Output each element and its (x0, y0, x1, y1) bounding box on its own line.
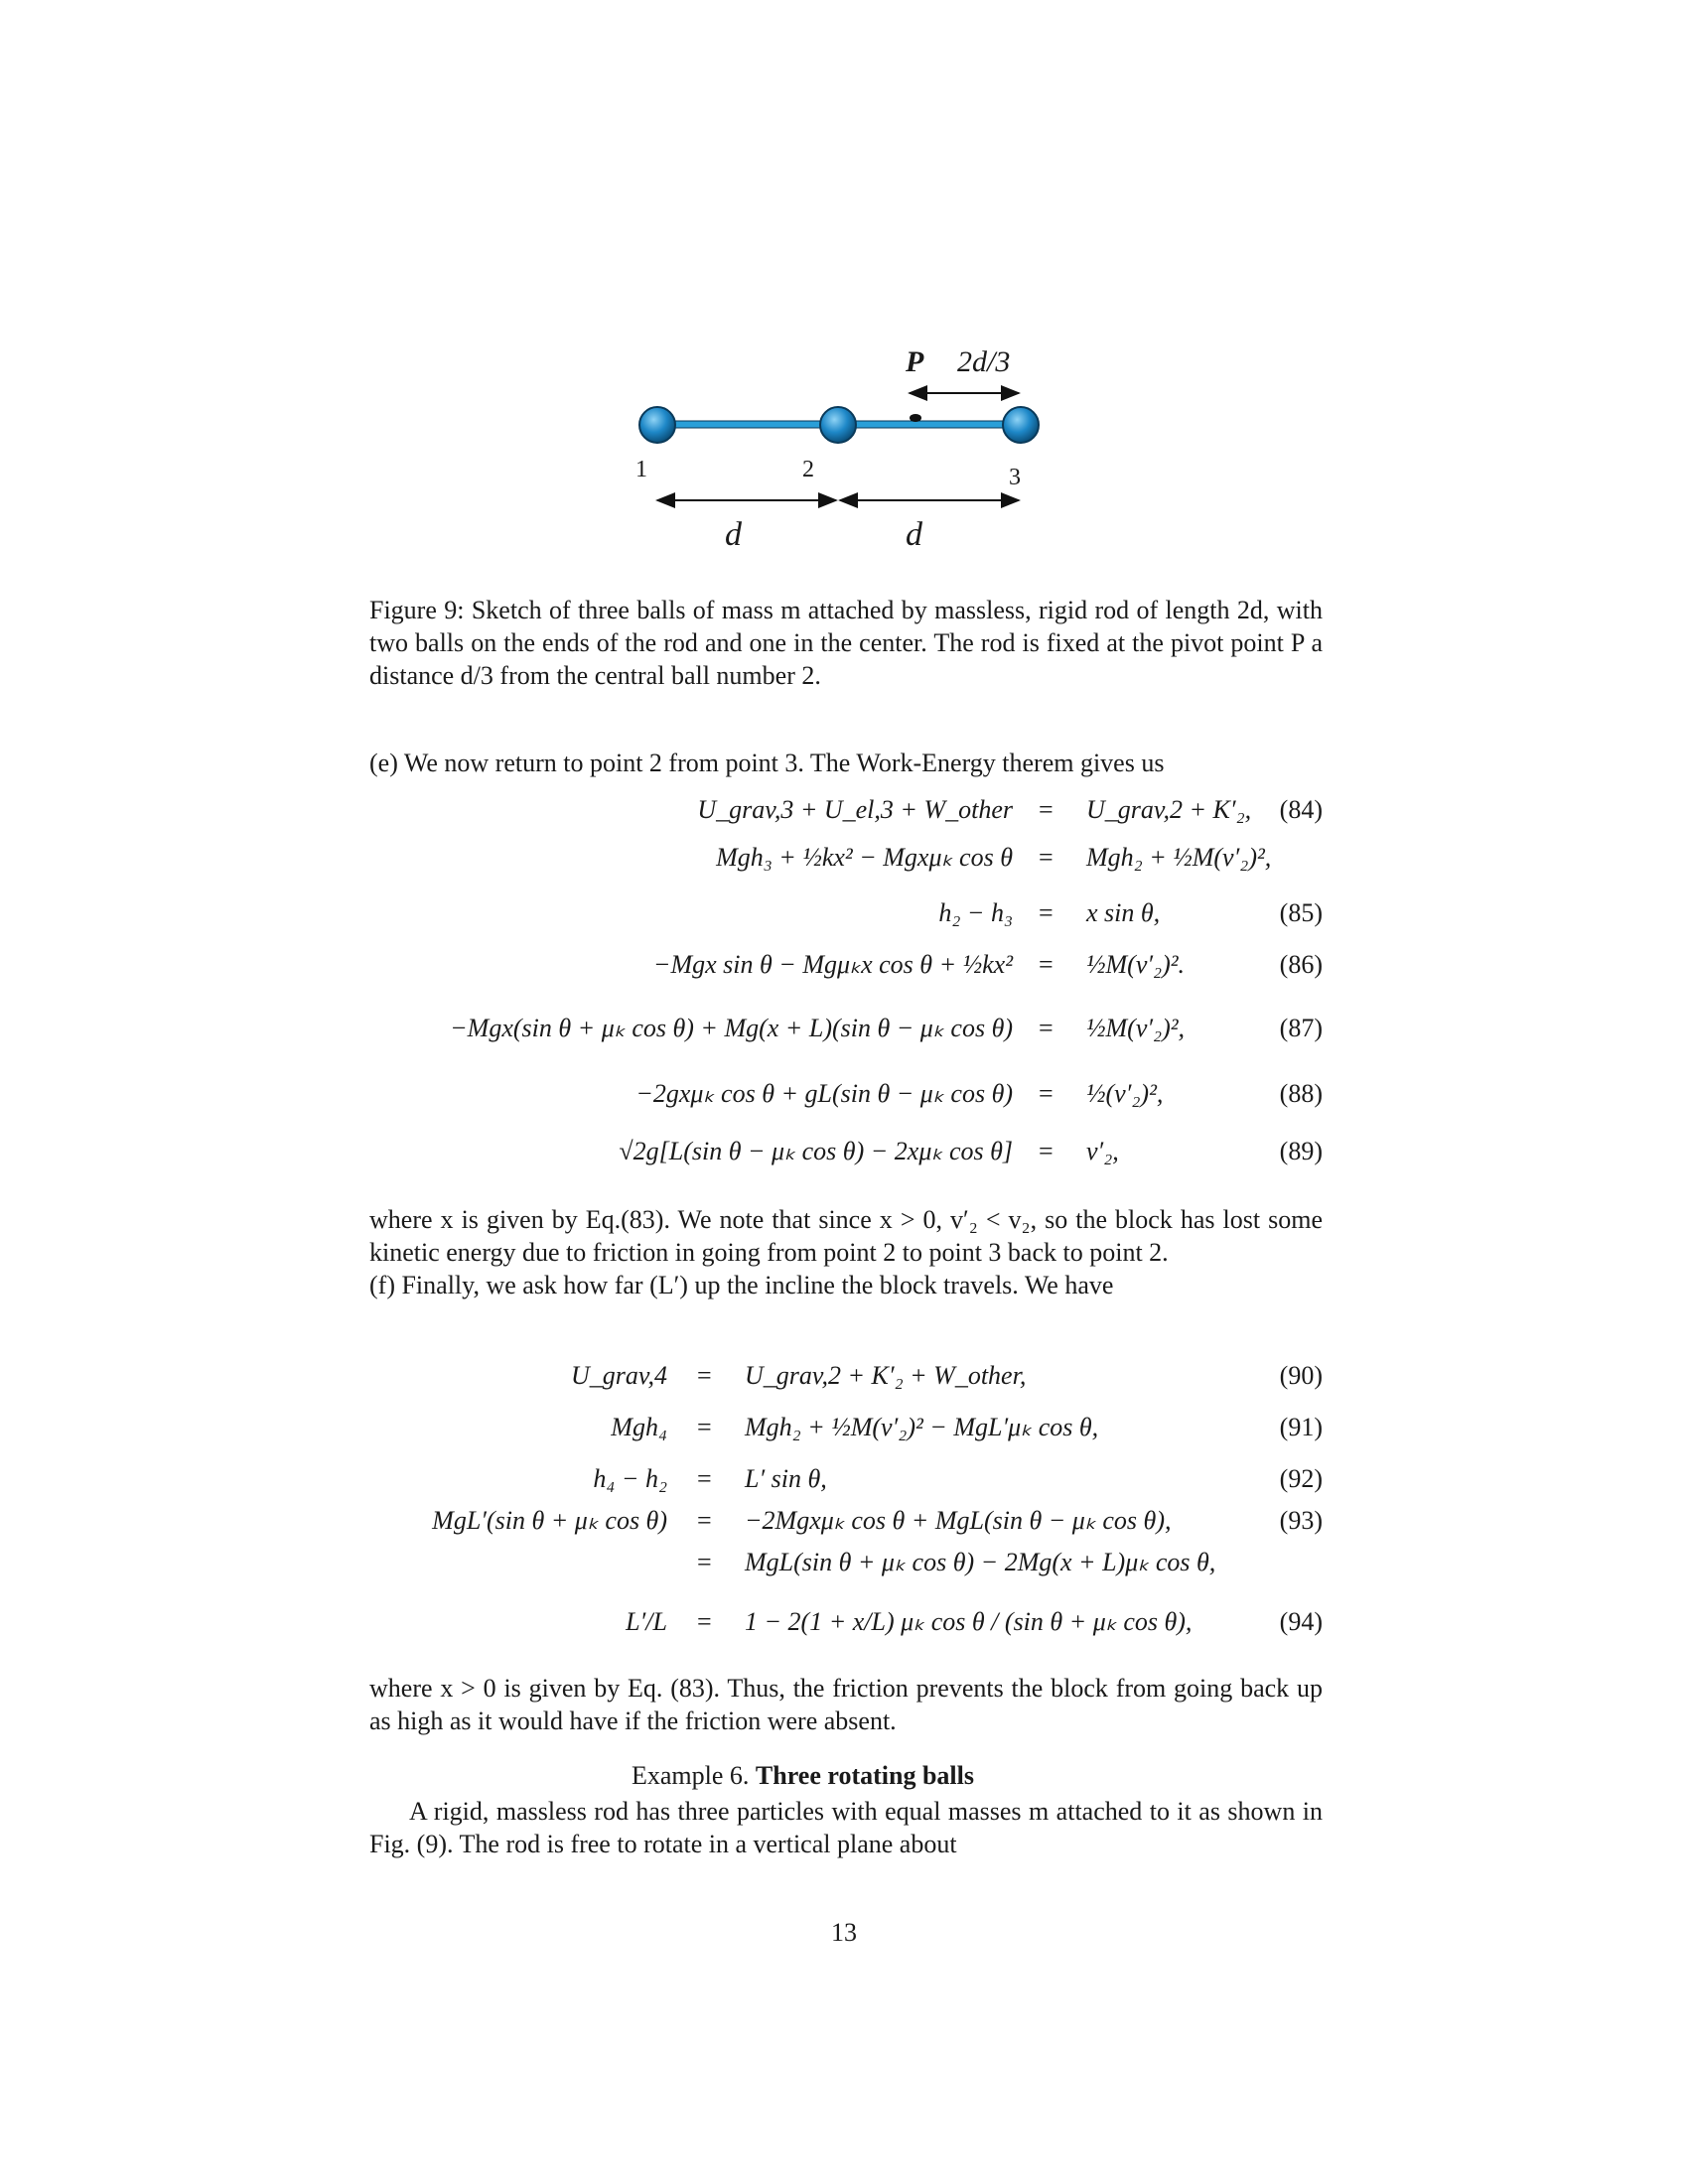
equation-block-2 (0, 1360, 1688, 1658)
eq88-number: (88) (1279, 1079, 1323, 1108)
eq93-number: (93) (1279, 1506, 1323, 1535)
ball-1 (639, 407, 675, 443)
equation-86 (0, 949, 1688, 989)
eq89-lhs: √2g[L(sin θ − μₖ cos θ) − 2xμₖ cos θ] (619, 1137, 1013, 1165)
eq90-equals: = (697, 1361, 712, 1390)
example-text: A rigid, massless rod has three particles with equal masses m attached to it as shown in Fig. (9). The rod is free to rotate in a vertical plane about (369, 1797, 1323, 1858)
label-ball-2: 2 (802, 457, 814, 482)
eq88-lhs: −2gxμₖ cos θ + gL(sin θ − μₖ cos θ) (635, 1079, 1013, 1108)
example-paragraph (369, 1795, 1323, 1860)
eq92-number: (92) (1279, 1464, 1323, 1493)
eq85-rhs: x sin θ, (1086, 898, 1161, 927)
equation-93b (0, 1547, 1688, 1586)
equation-93 (0, 1505, 1688, 1545)
eq94-rhs: 1 − 2(1 + x/L) μₖ cos θ / (sin θ + μₖ cos θ), (745, 1607, 1193, 1636)
equation-89 (0, 1136, 1688, 1175)
eq93-rhs: −2Mgxμₖ cos θ + MgL(sin θ − μₖ cos θ), (745, 1506, 1172, 1535)
eq93-lhs: MgL′(sin θ + μₖ cos θ) (432, 1506, 667, 1535)
label-ball-1: 1 (635, 457, 647, 482)
equation-91 (0, 1412, 1688, 1451)
equation-90 (0, 1360, 1688, 1400)
equation-85 (0, 897, 1688, 937)
eq84-equals: = (1039, 795, 1054, 824)
page-number: 13 (831, 1918, 857, 1947)
eq87-rhs: ½M(v′₂)², (1086, 1014, 1186, 1042)
eq88-rhs: ½(v′₂)², (1086, 1079, 1164, 1108)
equation-84b (0, 842, 1688, 882)
eq94-equals: = (697, 1607, 712, 1636)
eq84-rhs: U_grav,2 + K′₂, (1086, 795, 1252, 824)
part-e-intro-text: (e) We now return to point 2 from point 3. The Work-Energy therem gives us (369, 749, 1165, 777)
eq88-equals: = (1039, 1079, 1054, 1108)
eq94-number: (94) (1279, 1607, 1323, 1636)
part-e-intro (369, 747, 1323, 779)
figure-9 (596, 338, 1072, 576)
eq91-number: (91) (1279, 1413, 1323, 1441)
figure-caption (369, 594, 1323, 692)
eq84b-equals: = (1039, 843, 1054, 872)
example-title: Three rotating balls (755, 1761, 974, 1790)
eq93-equals: = (697, 1506, 712, 1535)
label-2d3: 2d/3 (957, 345, 1011, 378)
after-f-text: where x > 0 is given by Eq. (83). Thus, the friction prevents the block from going back up as high as it would have if the friction were absent. (369, 1674, 1323, 1735)
eq91-rhs: Mgh₂ + ½M(v′₂)² − MgL′μₖ cos θ, (745, 1413, 1099, 1441)
eq92-equals: = (697, 1464, 712, 1493)
eq85-equals: = (1039, 898, 1054, 927)
eq90-number: (90) (1279, 1361, 1323, 1390)
ball-3 (1003, 407, 1039, 443)
ball-2 (820, 407, 856, 443)
equation-88 (0, 1078, 1688, 1118)
example-heading (632, 1761, 974, 1791)
part-f-intro-text: (f) Finally, we ask how far (L′) up the incline the block travels. We have (369, 1271, 1114, 1299)
equation-block-1 (0, 794, 1688, 1191)
eq94-lhs: L′/L (626, 1607, 667, 1636)
eq86-number: (86) (1279, 950, 1323, 979)
eq87-number: (87) (1279, 1014, 1323, 1042)
eq84b-lhs: Mgh₃ + ½kx² − Mgxμₖ cos θ (716, 843, 1013, 872)
eq87-equals: = (1039, 1014, 1054, 1042)
eq92-lhs: h₄ − h₂ (593, 1464, 667, 1493)
equation-84 (0, 794, 1688, 834)
eq90-rhs: U_grav,2 + K′₂ + W_other, (745, 1361, 1027, 1390)
pivot-point (910, 414, 921, 422)
equation-87 (0, 1013, 1688, 1052)
eq85-number: (85) (1279, 898, 1323, 927)
eq85-lhs: h₂ − h₃ (938, 898, 1013, 927)
eq92-rhs: L′ sin θ, (745, 1464, 827, 1493)
label-d-left: d (725, 516, 742, 553)
eq86-rhs: ½M(v′₂)². (1086, 950, 1186, 979)
after-e-text: where x is given by Eq.(83). We note that since x > 0, v′₂ < v₂, so the block has lost some kinetic energy due to friction in going from point 2 to point 3 back to point 2. (369, 1205, 1323, 1267)
eq93b-rhs: MgL(sin θ + μₖ cos θ) − 2Mg(x + L)μₖ cos θ, (745, 1548, 1216, 1576)
equation-92 (0, 1463, 1688, 1503)
eq87-lhs: −Mgx(sin θ + μₖ cos θ) + Mg(x + L)(sin θ − μₖ cos θ) (450, 1014, 1013, 1042)
eq84-lhs: U_grav,3 + U_el,3 + W_other (697, 795, 1013, 824)
eq86-equals: = (1039, 950, 1054, 979)
eq89-rhs: v′₂, (1086, 1137, 1119, 1165)
example-label: Example 6. (632, 1761, 750, 1790)
eq93b-equals: = (697, 1548, 712, 1576)
eq91-lhs: Mgh₄ (611, 1413, 667, 1441)
label-d-right: d (906, 516, 922, 553)
paragraph-after-e (369, 1203, 1323, 1301)
eq84-number: (84) (1279, 795, 1323, 824)
eq89-equals: = (1039, 1137, 1054, 1165)
caption-text: Figure 9: Sketch of three balls of mass m attached by massless, rigid rod of length 2d, with two balls on the ends of the rod and one in the center. The rod is fixed at the pivot point P a distance d/3 from the central ball number 2. (369, 596, 1323, 690)
label-ball-3: 3 (1009, 465, 1021, 490)
eq86-lhs: −Mgx sin θ − Mgμₖx cos θ + ½kx² (652, 950, 1013, 979)
eq84b-rhs: Mgh₂ + ½M(v′₂)², (1086, 843, 1272, 872)
eq89-number: (89) (1279, 1137, 1323, 1165)
eq91-equals: = (697, 1413, 712, 1441)
eq90-lhs: U_grav,4 (570, 1361, 667, 1390)
equation-94 (0, 1606, 1688, 1646)
label-p: P (906, 345, 924, 378)
paragraph-after-f (369, 1672, 1323, 1737)
